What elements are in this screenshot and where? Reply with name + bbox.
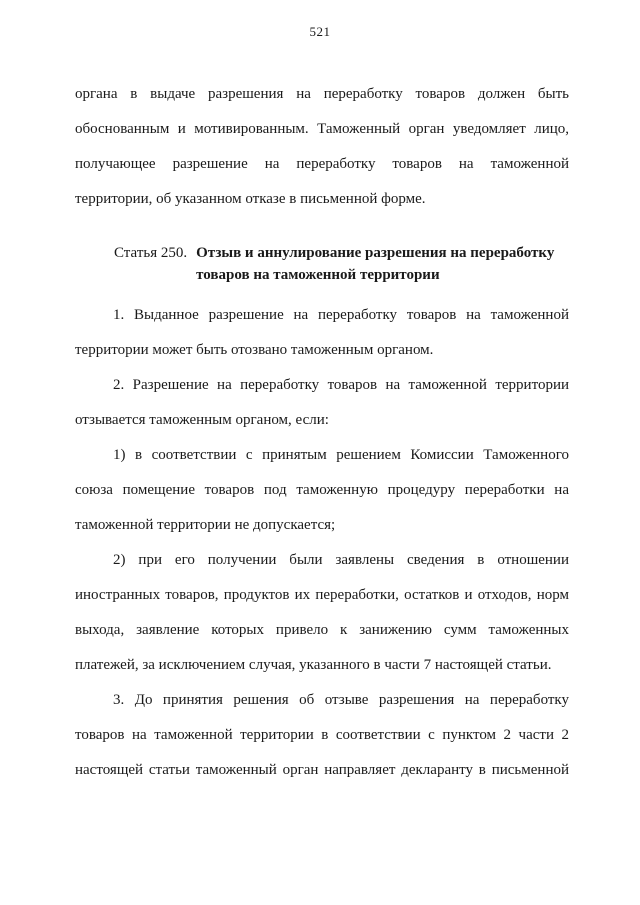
body-line: платежей, за исключением случая, указанного в части 7 настоящей статьи. — [75, 657, 552, 673]
body-line: настоящей статьи таможенный орган направляет декларанту в письменной — [75, 762, 569, 778]
body-line: территории может быть отозвано таможенным органом. — [75, 342, 434, 358]
document-body — [75, 77, 569, 788]
body-line: органа в выдаче разрешения на переработку товаров должен быть — [75, 86, 569, 102]
body-line: 2) при его получении были заявлены сведения в отношении — [113, 552, 569, 568]
page-number: 521 — [309, 24, 331, 39]
body-line: товаров на таможенной территории в соответствии с пунктом 2 части 2 — [75, 727, 569, 743]
paragraph-2-item-1 — [75, 438, 569, 543]
paragraph-2 — [75, 368, 569, 438]
body-line: 1. Выданное разрешение на переработку товаров на таможенной — [113, 307, 569, 323]
body-line: таможенной территории не допускается; — [75, 517, 336, 533]
body-line: территории, об указанном отказе в письменной форме. — [75, 191, 426, 207]
paragraph-1 — [75, 298, 569, 368]
paragraph-continuation — [75, 77, 569, 217]
body-line: 3. До принятия решения об отзыве разрешения на переработку — [113, 692, 569, 708]
paragraph-3 — [75, 683, 569, 788]
article-number: Статья 250. — [114, 245, 188, 261]
body-line: 1) в соответствии с принятым решением Комиссии Таможенного — [113, 447, 569, 463]
body-line: союза помещение товаров под таможенную процедуру переработки на — [75, 482, 569, 498]
body-line: обоснованным и мотивированным. Таможенный орган уведомляет лицо, — [75, 121, 569, 137]
paragraph-2-item-2 — [75, 543, 569, 683]
body-line: получающее разрешение на переработку товаров на таможенной — [75, 156, 569, 172]
article-title-line: Отзыв и аннулирование разрешения на переработку — [196, 245, 555, 261]
article-heading — [114, 242, 569, 286]
article-title — [196, 242, 554, 286]
article-title-line: товаров на таможенной территории — [196, 267, 440, 283]
body-line: выхода, заявление которых привело к занижению сумм таможенных — [75, 622, 569, 638]
body-line: 2. Разрешение на переработку товаров на таможенной территории — [113, 377, 569, 393]
body-line: отзывается таможенным органом, если: — [75, 412, 329, 428]
body-line: иностранных товаров, продуктов их переработки, остатков и отходов, норм — [75, 587, 569, 603]
